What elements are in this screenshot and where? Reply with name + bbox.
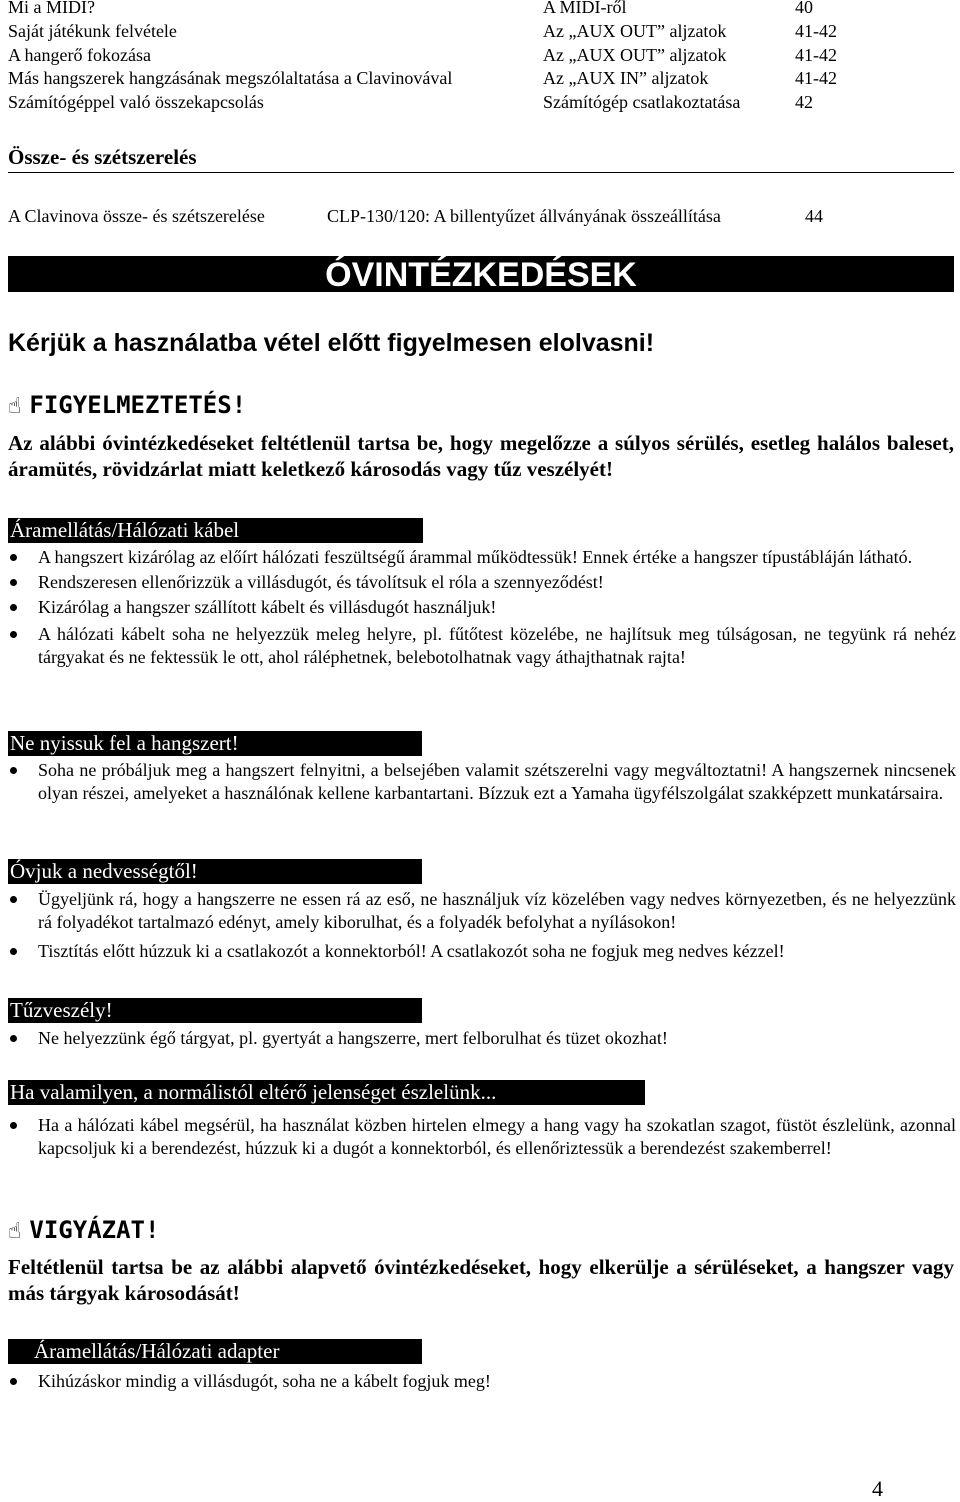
list-item: Tisztítás előtt húzzuk ki a csatlakozót a konnektorból! A csatlakozót soha ne fogjuk meg nedves kézzel! [8, 940, 956, 963]
assembly-page: 44 [805, 206, 823, 226]
warning-intro: Az alábbi óvintézkedéseket feltétlenül tartsa be, hogy megelőzze a súlyos sérülés, esetleg halálos baleset, áramütés, rövidzárlat miatt keletkező károsodás vagy tűz veszélyét! [8, 431, 954, 481]
list-power-adapter [8, 1370, 956, 1393]
warning-heading [8, 391, 246, 419]
assembly-heading: Össze- és szétszerelés [8, 145, 197, 169]
toc-page: 41-42 [795, 21, 837, 41]
list-do-not-open [8, 759, 956, 805]
list-item: Ügyeljünk rá, hogy a hangszerre ne essen rá az eső, ne használjuk víz közelében vagy nedves környezetben, és ne helyezzünk rá folyadékot tartalmazó edényt, amely kiborulhat, és a folyadék befolyhat a nyílásokon! [8, 888, 956, 934]
list-item: A hangszert kizárólag az előírt hálózati feszültségű árammal működtessük! Ennek értéke a hangszer típustábláján látható. [8, 546, 956, 569]
list-item: Ha a hálózati kábel megsérül, ha használat közben hirtelen elmegy a hang vagy ha szokatlan szagot, füstöt észlelünk, azonnal kapcsoljuk ki a berendezést, húzzuk ki a dugót a konnektorból, és ellenőriztessük a berendezést szakemberrel! [8, 1114, 956, 1160]
precautions-title: ÓVINTÉZKEDÉSEK [8, 256, 954, 292]
page-number: 4 [872, 1476, 883, 1501]
assembly-topic: A Clavinova össze- és szétszerelése [8, 206, 265, 226]
section-bar-moisture: Óvjuk a nedvességtől! [8, 859, 422, 884]
toc-topic: Mi a MIDI? [8, 0, 95, 17]
read-first-notice: Kérjük a használatba vétel előtt figyelmesen elolvasni! [8, 329, 655, 357]
toc-topic: A hangerő fokozása [8, 45, 151, 65]
pointing-hand-icon: ☝ [8, 394, 22, 419]
list-item: Soha ne próbáljuk meg a hangszert felnyitni, a belsejében valamit szétszerelni vagy megváltoztatni! A hangszernek nincsenek olyan részei, amelyeket a használónak kellene karbantartani. Bízzuk ezt a Yamaha ügyfélszolgálat szakképzett munkatársaira. [8, 759, 956, 805]
section-bar-power-cable: Áramellátás/Hálózati kábel [8, 518, 423, 543]
caution-label: VIGYÁZAT! [29, 1216, 160, 1244]
warning-label: FIGYELMEZTETÉS! [29, 391, 247, 419]
list-power-cable [8, 546, 956, 669]
section-bar-power-adapter: Áramellátás/Hálózati adapter [8, 1339, 422, 1364]
assembly-ref: CLP-130/120: A billentyűzet állványának összeállítása [327, 206, 721, 226]
toc-ref: Az „AUX IN” aljzatok [543, 68, 709, 88]
caution-intro: Feltétlenül tartsa be az alábbi alapvető óvintézkedéseket, hogy elkerülje a sérüléseket, a hangszer vagy más tárgyak károsodását! [8, 1255, 954, 1305]
list-item: Kizárólag a hangszer szállított kábelt és villásdugót használjuk! [8, 596, 956, 619]
caution-heading [8, 1216, 159, 1244]
section-bar-fire: Tűzveszély! [8, 998, 422, 1023]
toc-topic: Saját játékunk felvétele [8, 21, 177, 41]
list-item: Ne helyezzünk égő tárgyat, pl. gyertyát a hangszerre, mert felborulhat és tüzet okozhat! [8, 1027, 956, 1050]
toc-row [8, 0, 95, 18]
section-bar-do-not-open: Ne nyissuk fel a hangszert! [8, 731, 422, 756]
list-item: Kihúzáskor mindig a villásdugót, soha ne a kábelt fogjuk meg! [8, 1370, 956, 1393]
toc-ref: Az „AUX OUT” aljzatok [543, 21, 727, 41]
toc-topic: Számítógéppel való összekapcsolás [8, 92, 264, 112]
list-item: Rendszeresen ellenőrizzük a villásdugót, és távolítsuk el róla a szennyeződést! [8, 571, 956, 594]
section-bar-abnormality: Ha valamilyen, a normálistól eltérő jelenséget észlelünk... [8, 1080, 645, 1105]
toc-page: 42 [795, 92, 813, 112]
list-moisture [8, 888, 956, 963]
toc-ref: A MIDI-ről [543, 0, 627, 17]
list-item: A hálózati kábelt soha ne helyezzük meleg helyre, pl. fűtőtest közelébe, ne hajlítsuk meg túlságosan, ne tegyünk rá nehéz tárgyakat és ne fektessük le ott, ahol ráléphetnek, belebotolhatnak vagy áthajthatnak rajta! [8, 623, 956, 669]
list-fire [8, 1027, 956, 1050]
toc-topic: Más hangszerek hangzásának megszólaltatása a Clavinovával [8, 68, 453, 88]
toc-ref: Az „AUX OUT” aljzatok [543, 45, 727, 65]
toc-page: 41-42 [795, 45, 837, 65]
toc-ref: Számítógép csatlakoztatása [543, 92, 741, 112]
toc-page: 40 [795, 0, 813, 17]
pointing-hand-icon: ☝ [8, 1219, 22, 1244]
list-abnormality [8, 1114, 956, 1160]
toc-page: 41-42 [795, 68, 837, 88]
heading-divider [8, 172, 954, 173]
